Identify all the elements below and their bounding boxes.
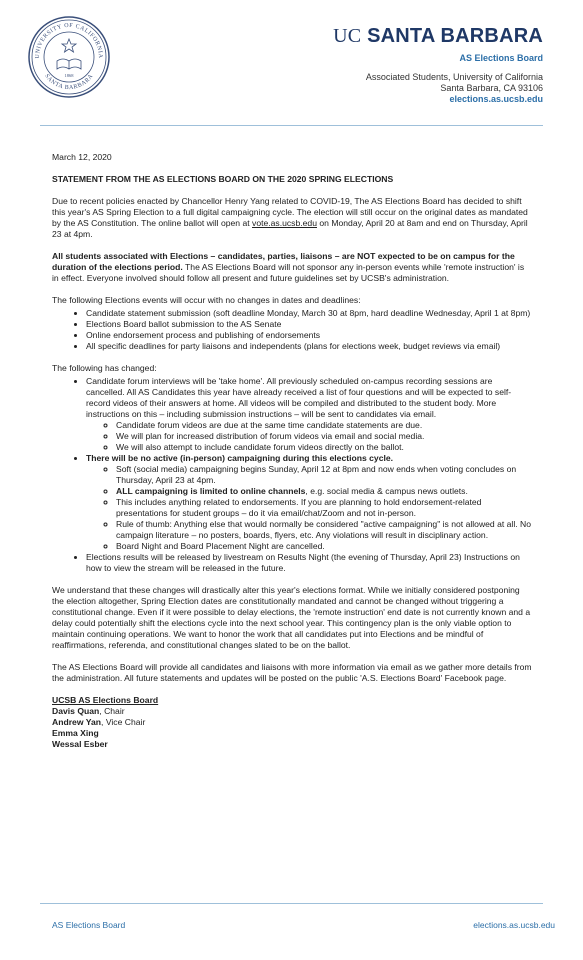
- member-role: , Vice Chair: [101, 717, 146, 727]
- statement-body: [52, 152, 532, 750]
- paragraph-unchanged-intro: The following Elections events will occur with no changes in dates and deadlines:: [52, 295, 361, 305]
- list-item: [116, 486, 532, 497]
- footer-divider: [40, 903, 543, 904]
- footer-board-name: AS Elections Board: [52, 920, 126, 930]
- paragraph-intro: [52, 196, 532, 240]
- paragraph-future-updates: The AS Elections Board will provide all candidates and liaisons with more information via email as we gather more details from the administration. All future statements and updates will be posted on the public 'A.S. Elections Board' Facebook page.: [52, 662, 532, 683]
- list-item: ◦ Soft (social media) campaigning begins Sunday, April 12 at 8pm and now ends when voting concludes on Thursday, April 23 at 4pm.: [116, 464, 532, 486]
- signature-heading: UCSB AS Elections Board: [52, 695, 159, 705]
- online-channels-rest: , e.g. social media & campus news outlets.: [305, 486, 468, 496]
- signature-member: [52, 739, 532, 750]
- online-channels-bold: ALL campaigning is limited to online channels: [116, 486, 306, 496]
- footer-website-link[interactable]: elections.as.ucsb.edu: [473, 920, 555, 930]
- list-item: ◦ This includes anything related to endorsements. If you are planning to hold endorsement-related presentations for student groups – do it via email/chat/Zoom and not in-person.: [116, 497, 532, 519]
- signature-member: [52, 728, 532, 739]
- uc-santa-barbara-wordmark: [333, 25, 543, 47]
- address-block: [333, 72, 543, 105]
- list-item: ◦ We will plan for increased distribution of forum videos via email and social media.: [116, 431, 532, 442]
- header-divider: [40, 125, 543, 126]
- campaigning-sublist: [86, 464, 532, 552]
- list-item: • Candidate statement submission (soft deadline Monday, March 30 at 8pm, hard deadline Wednesday, April 1 at 8pm): [86, 308, 532, 319]
- campus-notice-rest: The AS Elections Board will not sponsor any in-person events while 'remote instruction' is in effect. Everyone involved should follow all present and future guidelines set by UCSB's administration.: [52, 262, 525, 283]
- vote-link[interactable]: vote.as.ucsb.edu: [252, 218, 317, 228]
- forum-sublist: [86, 420, 532, 453]
- wordmark-santa-barbara: SANTA BARBARA: [367, 25, 543, 47]
- changed-campaigning-bold: There will be no active (in-person) campaigning during this elections cycle.: [86, 453, 394, 463]
- member-name: Wessal Esber: [52, 739, 108, 749]
- list-item: • Elections results will be released by livestream on Results Night (the evening of Thursday, April 23) Instructions on how to view the stream will be released in the future.: [86, 552, 532, 574]
- changed-forum-text: Candidate forum interviews will be 'take home'. All previously scheduled on-campus recording sessions are cancelled. All AS Candidates this year have already received a list of four questions and will be expected to self-record videos of their answers at home. All videos will be compiled and distributed to the student body. More instructions on this – including submission instructions – will be sent to candidates via email.: [86, 376, 512, 419]
- list-item: • Elections Board ballot submission to the AS Senate: [86, 319, 532, 330]
- paragraph-intro-text-b: on Monday, April 20 at 8am and end on Thursday, April 23 at 4pm.: [52, 218, 528, 239]
- document-date: March 12, 2020: [52, 152, 112, 162]
- paragraph-rationale: We understand that these changes will drastically alter this year's elections format. While we initially considered postponing the election altogether, Spring Election dates are constitutionally mandated and cannot be changed without triggering a constitutional change. Even if it were possible to delay elections, the 'remote instruction' end date is not currently known and a delay could potentially shift the elections cycle into the next school year. This contingency plan is the only viable option to maintain continuing operations. We want to honor the work that all candidates put into Elections and be mindful of reaffirmations, referenda, and constitutional changes slated to be on the ballot.: [52, 585, 531, 650]
- paragraph-campus-notice: [52, 251, 532, 284]
- member-role: , Chair: [99, 706, 125, 716]
- address-line-1: Associated Students, University of California: [365, 72, 543, 82]
- signature-member: [52, 706, 532, 717]
- member-name: Davis Quan: [52, 706, 100, 716]
- document-title: STATEMENT FROM THE AS ELECTIONS BOARD ON THE 2020 SPRING ELECTIONS: [52, 174, 394, 184]
- board-name: AS Elections Board: [459, 53, 543, 63]
- list-item: • All specific deadlines for party liaisons and independents (plans for elections week, budget reviews via email): [86, 341, 532, 352]
- ucsb-seal-logo: [27, 15, 111, 99]
- list-item: ◦ Candidate forum videos are due at the same time candidate statements are due.: [116, 420, 532, 431]
- list-item: ◦ We will also attempt to include candidate forum videos directly on the ballot.: [116, 442, 532, 453]
- signature-block: [52, 695, 532, 750]
- letterhead: [333, 25, 543, 105]
- seal-text-bottom: SANTA BARBARA: [43, 73, 95, 92]
- unchanged-list: [52, 308, 532, 352]
- paragraph-intro-text-a: Due to recent policies enacted by Chancellor Henry Yang related to COVID-19, The AS Elections Board has decided to shift this year's AS Spring Election to a full digital campaigning cycle. The election will still occur on the original dates as mandated by the AS Constitution. The online ballot will open at: [52, 196, 528, 228]
- changed-list: [52, 376, 532, 574]
- list-item: ◦ Rule of thumb: Anything else that would normally be considered "active campaigning" is not allowed at all. No campaign literature – no posters, boards, flyers, etc. Any violations will result in disciplinary action.: [116, 519, 532, 541]
- list-item: ◦ Board Night and Board Placement Night are cancelled.: [116, 541, 532, 552]
- seal-text-top: UNIVERSITY OF CALIFORNIA: [34, 22, 104, 59]
- seal-year: 1868: [64, 73, 74, 78]
- member-name: Emma Xing: [52, 728, 99, 738]
- wordmark-uc: UC: [333, 25, 362, 47]
- paragraph-changed-intro: The following has changed:: [52, 363, 157, 373]
- address-line-2: Santa Barbara, CA 93106: [440, 83, 543, 93]
- list-item: [86, 453, 532, 552]
- header-website-link[interactable]: elections.as.ucsb.edu: [449, 94, 543, 104]
- campus-notice-bold: All students associated with Elections – candidates, parties, liaisons – are NOT expected to be on campus for the duration of the elections period.: [52, 251, 515, 272]
- member-name: Andrew Yan: [52, 717, 102, 727]
- list-item: [86, 376, 532, 453]
- signature-member: [52, 717, 532, 728]
- list-item: • Online endorsement process and publishing of endorsements: [86, 330, 532, 341]
